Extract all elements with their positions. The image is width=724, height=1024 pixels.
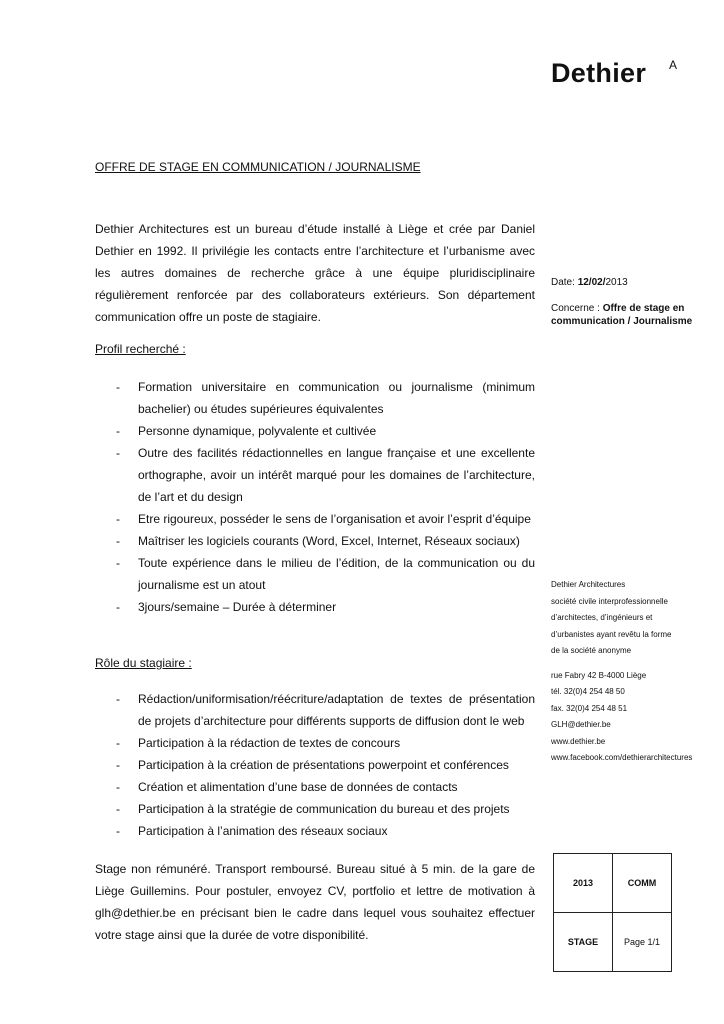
list-item: - Outre des facilités rédactionnelles en langue française et une excellente orthographe, avoir un intérêt marqué pour les domaines de l’architecture, de l’art et du design [95,442,535,508]
company-line: d’urbanistes ayant revêtu la forme [551,629,672,639]
contact-line: fax. 32(0)4 254 48 51 [551,703,628,713]
role-heading: Rôle du stagiaire : [95,656,192,670]
contact-line: rue Fabry 42 B-4000 Liège [551,670,647,680]
contact-line: tél. 32(0)4 254 48 50 [551,687,625,696]
profil-heading: Profil recherché : [95,342,186,356]
website-link[interactable]: www.dethier.be [551,736,606,746]
closing-paragraph: Stage non rémunéré. Transport remboursé. Bureau situé à 5 min. de la gare de Liège Guillemins. Pour postuler, envoyez CV, portfolio et lettre de motivation à glh@dethier.be en précisant bien le cadre dans lequel vous souhaitez effectuer votre stage ainsi que la durée de votre disponibilité. [95,862,535,942]
date-label: Date: [551,277,578,288]
ref-year: 2013 [554,854,613,913]
list-item: - Etre rigoureux, posséder le sens de l’organisation et avoir l’esprit d’équipe [95,508,535,530]
company-line: société civile interprofessionnelle [551,596,668,606]
list-item: - Rédaction/uniformisation/réécriture/adaptation de textes de présentation de projets d’architecture pour différents supports de diffusion dont le web [95,688,535,732]
date-value: 12/02/ [577,277,606,288]
document-title: OFFRE DE STAGE EN COMMUNICATION / JOURNALISME [95,160,421,174]
spacer [551,660,692,668]
intro-paragraph: Dethier Architectures est un bureau d’étude installé à Liège et crée par Daniel Dethier en 1992. Il privilégie les contacts entre l’architecture et l’urbanisme avec les autres domaines de recherche grâce à une équipe pluridisciplinaire régulièrement renforcée par des collaborateurs extérieurs. Son département communication offre un poste de stagiaire. [95,222,535,324]
company-line: de la société anonyme [551,646,632,655]
logo-superscript: A [669,58,678,72]
list-item: - Participation à l’animation des réseaux sociaux [95,820,535,842]
reference-box [553,853,672,972]
list-item: - Formation universitaire en communication ou journalisme (minimum bachelier) ou études supérieures équivalentes [95,376,535,420]
list-item: - Participation à la rédaction de textes de concours [95,732,535,754]
date-line [551,277,628,288]
list-item: - Maîtriser les logiciels courants (Word, Excel, Internet, Réseaux sociaux) [95,530,535,552]
company-line: Dethier Architectures [551,580,626,589]
ref-page: Page 1/1 [613,913,672,972]
company-address-block [551,577,692,767]
facebook-link[interactable]: www.facebook.com/dethierarchitectures [551,753,693,762]
concerne-value: Offre de stage en communication / Journalisme [551,303,693,327]
list-item: - Toute expérience dans le milieu de l’édition, de la communication ou du journalisme est un atout [95,552,535,596]
list-item: - Participation à la création de présentations powerpoint et conférences [95,754,535,776]
concerne-label: Concerne : [551,303,603,314]
email-link[interactable]: GLH@dethier.be [551,720,611,729]
list-item: - 3jours/semaine – Durée à déterminer [95,596,535,618]
date-year: 2013 [605,277,628,288]
concerne-line [551,302,701,328]
company-line: d’architectes, d’ingénieurs et [551,613,653,622]
list-item: - Participation à la stratégie de communication du bureau et des projets [95,798,535,820]
profil-list [95,376,535,618]
ref-type: STAGE [554,913,613,972]
ref-code: COMM [613,854,672,913]
list-item: - Création et alimentation d’une base de données de contacts [95,776,535,798]
role-list [95,688,535,842]
list-item: - Personne dynamique, polyvalente et cultivée [95,420,535,442]
company-logo: Dethier [551,58,647,88]
